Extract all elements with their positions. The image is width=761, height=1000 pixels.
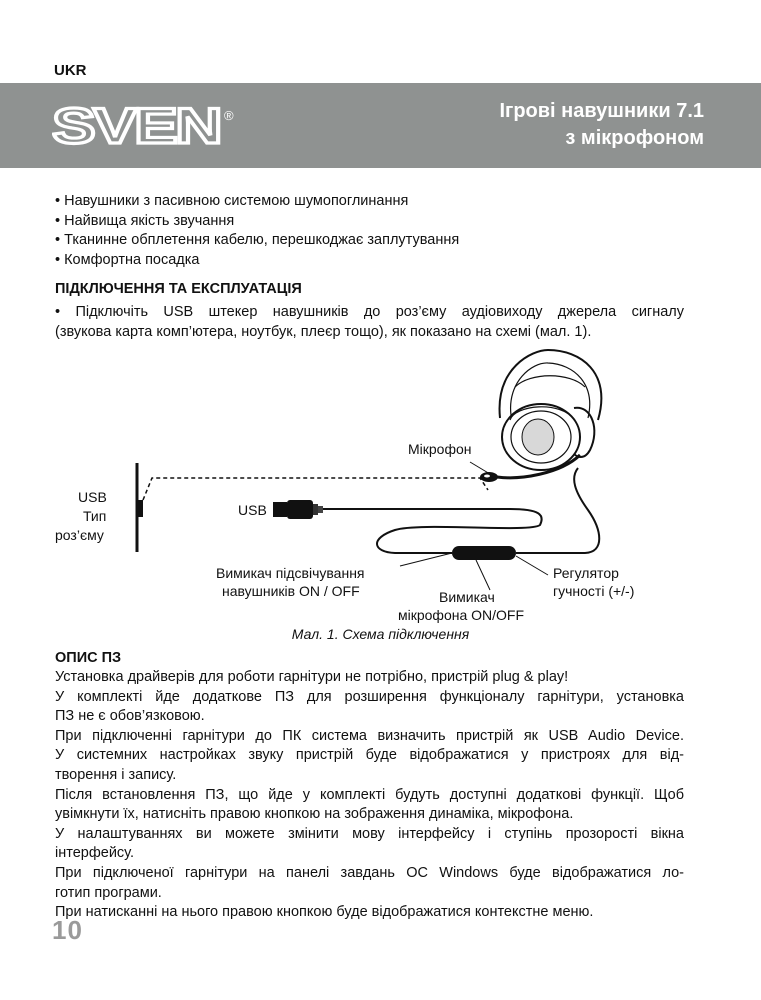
software-heading: ОПИС ПЗ <box>55 650 122 666</box>
brand-text: SVEN <box>52 102 220 152</box>
list-item: • Комфортна посадка <box>55 251 200 268</box>
usb-plug-icon <box>273 500 323 519</box>
registered-mark: ® <box>224 108 234 123</box>
usb-port-label-3: роз’єму <box>55 527 104 543</box>
volume-label-1: Регулятор <box>553 565 619 581</box>
title-line-2: з мікрофоном <box>565 127 704 149</box>
text-line: При підключенні гарнітури до ПК система визначить пристрій як USB Audio Device. <box>55 727 684 744</box>
connection-heading: ПІДКЛЮЧЕННЯ ТА ЕКСПЛУАТАЦІЯ <box>55 281 302 297</box>
list-item: • Навушники з пасивною системою шумопоглинання <box>55 193 409 209</box>
text-line: Після встановлення ПЗ, що йде у комплекті будуть доступні додаткові функції. Щоб <box>55 786 684 803</box>
title-line-1: Ігрові навушники 7.1 <box>499 100 704 122</box>
text-line: У системних настройках звуку пристрій буде відображатися у пристроях для від- <box>55 747 684 764</box>
microphone-label: Мікрофон <box>408 441 472 457</box>
usb-port-label-1: USB <box>78 489 107 505</box>
usb-plug-label: USB <box>238 502 267 518</box>
text-line: увімкнути їх, натисніть правою кнопкою на зображення динаміка, мікрофона. <box>55 806 574 823</box>
usb-port-slot <box>137 500 143 517</box>
headset-icon <box>497 350 601 478</box>
volume-label-2: гучності (+/-) <box>553 583 635 599</box>
text-line: інтерфейсу. <box>55 845 135 862</box>
text-line: При натисканні на нього правою кнопкою буде відображатися контекстне меню. <box>55 904 594 921</box>
software-text <box>55 668 684 923</box>
text-line: творення і запису. <box>55 766 177 783</box>
text-line: готип програми. <box>55 884 162 901</box>
text-line: При підключеної гарнітури на панелі завдань ОС Windows буде відображатися ло- <box>55 864 684 881</box>
figure-caption: Мал. 1. Схема підключення <box>291 626 470 642</box>
list-item: • Найвища якість звучання <box>55 212 235 229</box>
list-item: • Тканинне обплетення кабелю, перешкоджає заплутування <box>55 232 460 248</box>
text-line: Установка драйверів для роботи гарнітури не потрібно, пристрій plug & play! <box>55 669 569 685</box>
text-line: ПЗ не є обов’язковою. <box>55 708 205 725</box>
connection-line-1: • Підключіть USB штекер навушників до роз’єму аудіовиходу джерела сигналу <box>55 304 684 320</box>
light-switch-label-2: навушників ON / OFF <box>222 583 360 599</box>
inline-controller <box>452 546 516 560</box>
mic-switch-label-2: мікрофона ON/OFF <box>398 607 525 623</box>
text-line: У комплекті йде додаткове ПЗ для розширення функціоналу гарнітури, установка <box>55 688 684 705</box>
text-line: У налаштуваннях ви можете змінити мову інтерфейсу і ступінь прозорості вікна <box>55 825 684 842</box>
page-number: 10 <box>52 915 83 945</box>
light-switch-label-1: Вимикач підсвічування <box>216 565 365 581</box>
plug-path-dashed <box>143 478 488 500</box>
language-code: UKR <box>54 62 87 79</box>
mic-switch-label-1: Вимикач <box>439 589 495 605</box>
usb-port-label-2: Тип <box>83 508 107 524</box>
connection-line-2: (звукова карта комп’ютера, ноутбук, плеєр тощо), як показано на схемі (мал. 1). <box>55 324 592 340</box>
